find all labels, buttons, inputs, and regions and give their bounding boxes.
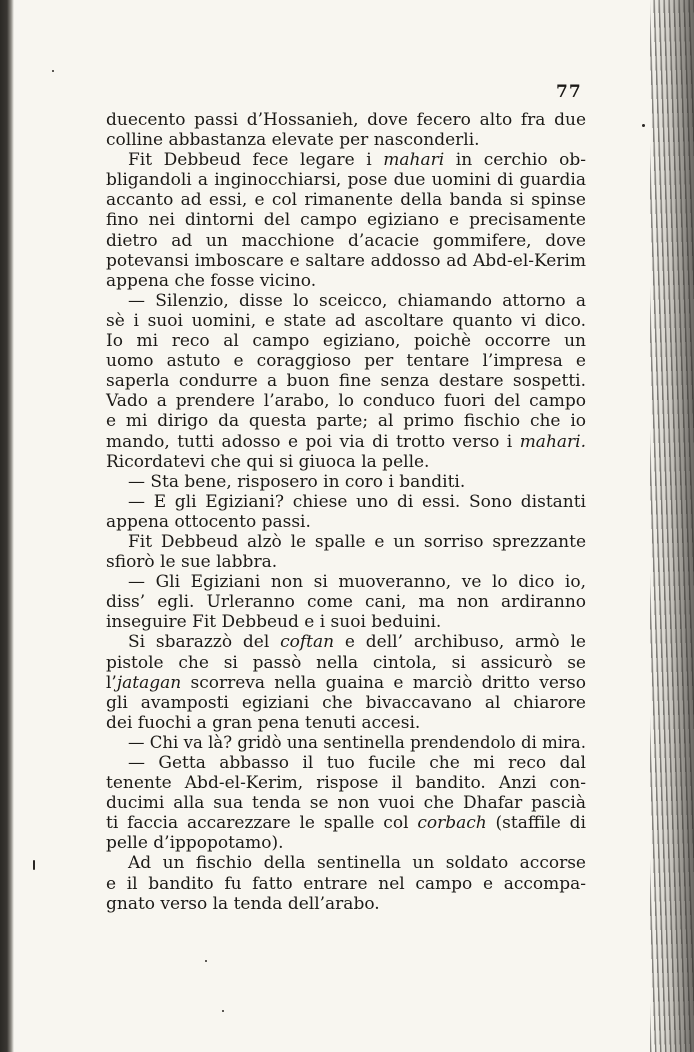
italic-term: jatagan — [116, 672, 182, 693]
text-line — [106, 813, 586, 833]
text-line — [106, 693, 586, 713]
text-line — [106, 512, 586, 532]
text-line — [106, 170, 586, 190]
text-line — [106, 532, 586, 552]
text-segment: l’ — [106, 672, 117, 693]
text-line — [106, 673, 586, 693]
italic-term: mahari. — [519, 431, 586, 452]
text-line — [106, 853, 586, 873]
text-line — [106, 733, 586, 753]
text-segment: Vado a prendere l’arabo, lo conduco fuori del campo — [106, 391, 586, 412]
text-line — [106, 612, 586, 632]
text-line — [106, 110, 586, 130]
text-segment: fino nei dintorni del campo egiziano e precisamente — [106, 210, 586, 231]
text-segment: diss’ egli. Urleranno come cani, ma non ardiranno — [106, 592, 586, 613]
text-segment: colline abbastanza elevate per nasconderli. — [106, 130, 480, 151]
text-line — [106, 592, 586, 612]
text-segment: gli avamposti egiziani che bivaccavano al chiarore — [106, 692, 586, 713]
text-segment: uomo astuto e coraggioso per tentare l’impresa e — [106, 351, 586, 372]
text-segment: appena ottocento passi. — [106, 511, 311, 532]
text-line — [106, 894, 586, 914]
text-line — [106, 452, 586, 472]
text-line — [106, 291, 586, 311]
text-line — [106, 391, 586, 411]
text-segment: — Silenzio, disse lo sceicco, chiamando attorno a — [128, 290, 586, 311]
text-segment: e dell’ archibuso, armò le — [334, 632, 586, 653]
text-line — [106, 632, 586, 652]
text-line — [106, 231, 586, 251]
ink-speck — [642, 124, 645, 127]
text-segment: scorreva nella guaina e marciò dritto verso — [181, 672, 586, 693]
text-line — [106, 773, 586, 793]
text-segment: ti faccia accarezzare le spalle col — [106, 813, 418, 834]
text-segment: potevansi imboscare e saltare addosso ad Abd-el-Kerim — [106, 250, 586, 271]
text-segment: e il bandito fu fatto entrare nel campo e accompa- — [106, 873, 586, 894]
text-line — [106, 210, 586, 230]
text-line — [106, 432, 586, 452]
ink-speck — [52, 70, 54, 72]
text-line — [106, 653, 586, 673]
text-segment: Si sbarazzò del — [128, 632, 281, 653]
text-line — [106, 351, 586, 371]
text-segment: sè i suoi uomini, e state ad ascoltare quanto vi dico. — [106, 310, 586, 331]
text-segment: — Chi va là? gridò una sentinella prendendolo di mira. — [128, 732, 586, 752]
ink-speck — [205, 960, 207, 962]
text-line — [106, 874, 586, 894]
text-line — [106, 130, 586, 150]
text-segment: duecento passi d’Hossanieh, dove fecero alto fra due — [106, 110, 586, 130]
text-segment: dei fuochi a gran pena tenuti accesi. — [106, 712, 421, 733]
body-text — [106, 110, 586, 914]
text-segment: sfiorò le sue labbra. — [106, 552, 278, 573]
text-line — [106, 833, 586, 853]
text-segment: — Sta bene, risposero in coro i banditi. — [128, 471, 466, 492]
text-segment: Fit Debbeud fece legare i — [128, 150, 384, 171]
text-segment: appena che fosse vicino. — [106, 270, 317, 291]
text-segment: (staffile di — [486, 813, 586, 834]
text-segment: gnato verso la tenda dell’arabo. — [106, 893, 380, 914]
text-segment: Fit Debbeud alzò le spalle e un sorriso sprezzante — [128, 531, 586, 552]
text-line — [106, 150, 586, 170]
text-line — [106, 311, 586, 331]
text-segment: Ricordatevi che qui si giuoca la pelle. — [106, 451, 430, 472]
italic-term: coftan — [280, 632, 335, 653]
text-line — [106, 271, 586, 291]
text-segment: ducimi alla sua tenda se non vuoi che Dhafar pascià — [106, 793, 586, 814]
text-segment: Io mi reco al campo egiziano, poichè occorre un — [106, 331, 586, 352]
text-segment: — Gli Egiziani non si muoveranno, ve lo dico io, — [128, 572, 586, 593]
page-number: 77 — [556, 82, 582, 102]
text-segment: — E gli Egiziani? chiese uno di essi. Sono distanti — [128, 491, 586, 512]
text-segment: dietro ad un macchione d’acacie gommifere, dove — [106, 230, 586, 251]
text-line — [106, 331, 586, 351]
ink-speck — [33, 860, 35, 870]
text-segment: in cerchio ob- — [444, 150, 586, 171]
text-segment: tenente Abd-el-Kerim, rispose il bandito. Anzi con- — [106, 773, 586, 794]
text-line — [106, 713, 586, 733]
text-line — [106, 190, 586, 210]
text-segment: bligandoli a inginocchiarsi, pose due uomini di guardia — [106, 170, 586, 191]
text-line — [106, 753, 586, 773]
text-line — [106, 251, 586, 271]
text-segment: pelle d’ippopotamo). — [106, 833, 284, 854]
page-fore-edge — [650, 0, 694, 1052]
italic-term: mahari — [383, 150, 445, 171]
text-segment: e mi dirigo da questa parte; al primo fischio che io — [106, 411, 586, 432]
text-line — [106, 572, 586, 592]
ink-speck — [222, 1010, 224, 1012]
text-segment: accanto ad essi, e col rimanente della banda si spinse — [106, 190, 586, 211]
text-line — [106, 552, 586, 572]
text-segment: mando, tutti adosso e poi via di trotto verso i — [106, 431, 520, 452]
text-segment: pistole che si passò nella cintola, si assicurò se — [106, 652, 586, 673]
text-line — [106, 472, 586, 492]
italic-term: corbach — [417, 813, 487, 834]
text-line — [106, 411, 586, 431]
text-segment: Ad un fischio della sentinella un soldato accorse — [128, 853, 586, 874]
text-line — [106, 793, 586, 813]
text-segment: — Getta abbasso il tuo fucile che mi reco dal — [128, 753, 586, 773]
text-line — [106, 492, 586, 512]
text-segment: inseguire Fit Debbeud e i suoi beduini. — [106, 612, 442, 633]
text-line — [106, 371, 586, 391]
binding-edge — [0, 0, 14, 1052]
text-segment: saperla condurre a buon fine senza destare sospetti. — [106, 371, 586, 392]
